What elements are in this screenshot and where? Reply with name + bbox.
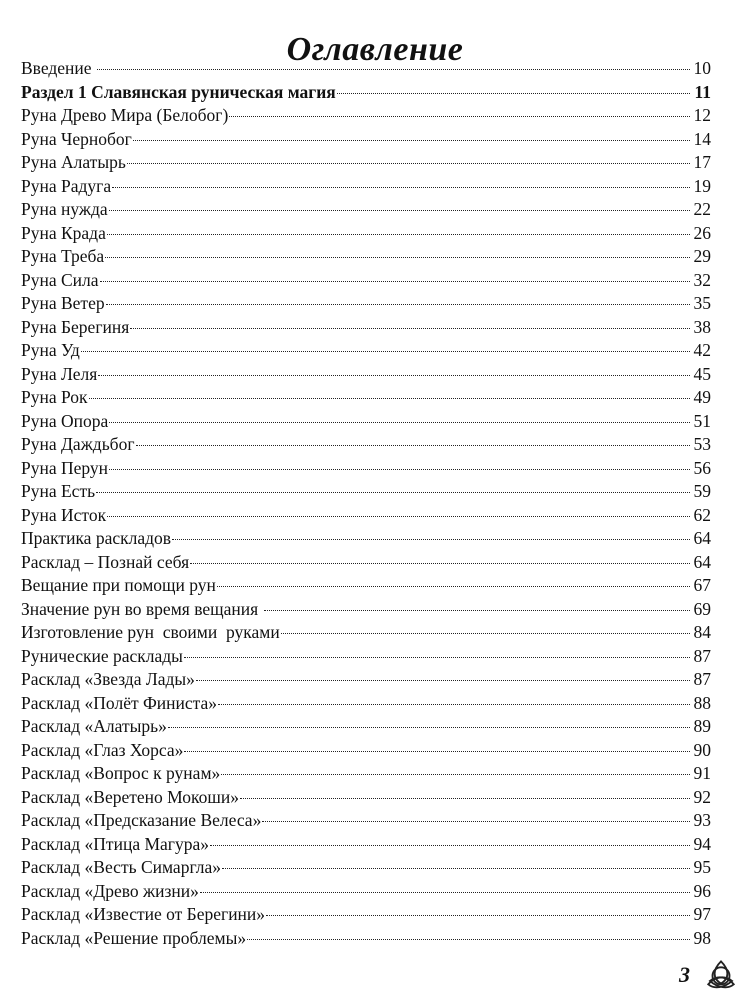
toc-entry-title: Руна Опора bbox=[21, 410, 109, 431]
dot-leader bbox=[112, 187, 690, 188]
toc-entry-title: Вещание при помощи рун bbox=[21, 575, 216, 595]
dot-leader bbox=[210, 845, 690, 846]
toc-entry-page: 26 bbox=[693, 222, 711, 243]
toc-entry-page: 97 bbox=[693, 904, 711, 924]
toc-entry-title: Руна Алатырь bbox=[21, 152, 126, 172]
toc-entry bbox=[21, 833, 711, 857]
toc-entry-title: Расклад «Звезда Лады» bbox=[21, 669, 195, 689]
toc-entry bbox=[21, 386, 711, 410]
toc-entry bbox=[21, 128, 711, 152]
toc-entry bbox=[21, 198, 711, 222]
toc-entry bbox=[21, 668, 711, 692]
toc-entry-page: 64 bbox=[693, 528, 711, 548]
toc-entry-page: 91 bbox=[693, 763, 711, 783]
toc-entry bbox=[21, 621, 711, 645]
table-of-contents bbox=[21, 57, 711, 950]
toc-entry-page: 98 bbox=[693, 927, 711, 948]
toc-entry bbox=[21, 527, 711, 551]
toc-entry-title: Введение bbox=[21, 58, 96, 78]
toc-entry-title: Руна Берегиня bbox=[21, 316, 130, 337]
toc-entry-title: Руна Древо Мира (Белобог) bbox=[21, 105, 229, 125]
toc-entry-title: Руна Есть bbox=[21, 481, 96, 501]
dot-leader bbox=[247, 939, 690, 940]
dot-leader bbox=[262, 821, 690, 822]
toc-entry bbox=[21, 739, 711, 763]
toc-entry-page: 87 bbox=[693, 645, 711, 666]
toc-entry-title: Расклад «Полёт Финиста» bbox=[21, 692, 218, 713]
dot-leader bbox=[130, 328, 690, 329]
toc-entry-page: 64 bbox=[693, 551, 711, 572]
dot-leader bbox=[89, 398, 690, 399]
toc-entry-page: 67 bbox=[693, 575, 711, 595]
toc-entry-title: Расклад «Глаз Хорса» bbox=[21, 739, 184, 760]
dot-leader bbox=[97, 69, 690, 70]
toc-entry-page: 35 bbox=[693, 293, 711, 313]
dot-leader bbox=[107, 234, 690, 235]
toc-entry-title: Рунические расклады bbox=[21, 645, 183, 666]
dot-leader bbox=[168, 727, 690, 728]
toc-entry-page: 62 bbox=[693, 504, 711, 525]
toc-entry-title: Руна Ветер bbox=[21, 293, 105, 313]
toc-entry bbox=[21, 245, 711, 269]
toc-entry-title: Расклад «Веретено Мокоши» bbox=[21, 786, 239, 807]
toc-entry-page: 29 bbox=[693, 246, 711, 266]
toc-entry-title: Руна Сила bbox=[21, 269, 99, 290]
toc-entry-page: 84 bbox=[693, 622, 711, 642]
dot-leader bbox=[190, 563, 690, 564]
dot-leader bbox=[105, 257, 690, 258]
toc-entry bbox=[21, 339, 711, 363]
toc-entry-page: 92 bbox=[693, 786, 711, 807]
toc-entry bbox=[21, 222, 711, 246]
dot-leader bbox=[264, 610, 690, 611]
dot-leader bbox=[266, 915, 690, 916]
toc-entry-page: 10 bbox=[693, 58, 711, 78]
toc-entry bbox=[21, 151, 711, 175]
toc-entry bbox=[21, 598, 711, 622]
dot-leader bbox=[337, 93, 690, 94]
toc-entry bbox=[21, 645, 711, 669]
toc-entry bbox=[21, 269, 711, 293]
page-title: Оглавление bbox=[286, 30, 464, 68]
toc-entry-page: 14 bbox=[693, 128, 711, 149]
toc-entry-page: 38 bbox=[693, 316, 711, 337]
toc-entry-page: 93 bbox=[693, 810, 711, 830]
dot-leader bbox=[96, 492, 690, 493]
dot-leader bbox=[100, 281, 690, 282]
toc-entry-title: Расклад «Предсказание Велеса» bbox=[21, 810, 262, 830]
dot-leader bbox=[109, 210, 690, 211]
toc-entry bbox=[21, 574, 711, 598]
toc-entry bbox=[21, 692, 711, 716]
dot-leader bbox=[133, 140, 690, 141]
toc-entry bbox=[21, 433, 711, 457]
dot-leader bbox=[136, 445, 690, 446]
toc-entry-page: 69 bbox=[693, 598, 711, 619]
dot-leader bbox=[217, 586, 690, 587]
dot-leader bbox=[218, 704, 690, 705]
toc-entry bbox=[21, 786, 711, 810]
toc-entry-title: Расклад «Птица Магура» bbox=[21, 833, 209, 854]
toc-entry-page: 11 bbox=[694, 81, 711, 102]
toc-entry-page: 49 bbox=[693, 387, 711, 407]
dot-leader bbox=[109, 422, 690, 423]
toc-entry bbox=[21, 292, 711, 316]
toc-entry-title: Руна Перун bbox=[21, 457, 109, 478]
page-number: 3 bbox=[679, 962, 690, 987]
toc-entry-title: Практика раскладов bbox=[21, 528, 172, 548]
toc-entry-title: Руна Чернобог bbox=[21, 128, 132, 149]
toc-entry-page: 87 bbox=[693, 669, 711, 689]
dot-leader bbox=[196, 680, 690, 681]
dot-leader bbox=[221, 774, 690, 775]
toc-entry-title: Расклад «Алатырь» bbox=[21, 716, 167, 736]
toc-entry-title: Расклад «Древо жизни» bbox=[21, 880, 199, 901]
toc-entry-page: 45 bbox=[693, 363, 711, 384]
toc-entry bbox=[21, 57, 711, 81]
toc-entry bbox=[21, 856, 711, 880]
toc-entry-page: 96 bbox=[693, 880, 711, 901]
toc-entry bbox=[21, 715, 711, 739]
toc-entry-title: Руна Крада bbox=[21, 222, 106, 243]
dot-leader bbox=[184, 657, 690, 658]
toc-entry-title: Значение рун во время вещания bbox=[21, 598, 263, 619]
toc-entry bbox=[21, 903, 711, 927]
toc-entry-page: 51 bbox=[693, 410, 711, 431]
toc-entry-page: 59 bbox=[693, 481, 711, 501]
toc-entry-title: Руна Треба bbox=[21, 246, 105, 266]
toc-entry bbox=[21, 457, 711, 481]
toc-entry bbox=[21, 880, 711, 904]
triquetra-knot-icon bbox=[704, 958, 738, 992]
toc-entry bbox=[21, 363, 711, 387]
toc-entry-page: 56 bbox=[693, 457, 711, 478]
dot-leader bbox=[229, 116, 690, 117]
dot-leader bbox=[107, 516, 690, 517]
toc-entry-title: Руна Радуга bbox=[21, 175, 112, 196]
toc-entry bbox=[21, 81, 711, 105]
toc-entry bbox=[21, 504, 711, 528]
toc-entry-title: Расклад «Весть Симаргла» bbox=[21, 857, 221, 877]
toc-entry-page: 19 bbox=[693, 175, 711, 196]
toc-entry-page: 89 bbox=[693, 716, 711, 736]
toc-entry-title: Расклад «Известие от Берегини» bbox=[21, 904, 266, 924]
dot-leader bbox=[98, 375, 690, 376]
dot-leader bbox=[184, 751, 690, 752]
toc-entry-title: Руна нужда bbox=[21, 199, 108, 219]
dot-leader bbox=[109, 469, 690, 470]
toc-entry-title: Расклад «Решение проблемы» bbox=[21, 927, 247, 948]
dot-leader bbox=[281, 633, 690, 634]
dot-leader bbox=[127, 163, 690, 164]
toc-entry-page: 94 bbox=[693, 833, 711, 854]
toc-entry-page: 95 bbox=[693, 857, 711, 877]
toc-entry-title: Руна Даждьбог bbox=[21, 434, 135, 454]
dot-leader bbox=[172, 539, 690, 540]
toc-entry bbox=[21, 551, 711, 575]
toc-entry bbox=[21, 104, 711, 128]
toc-entry-page: 53 bbox=[693, 434, 711, 454]
toc-entry bbox=[21, 809, 711, 833]
toc-entry bbox=[21, 316, 711, 340]
toc-entry-page: 88 bbox=[693, 692, 711, 713]
toc-entry-title: Расклад «Вопрос к рунам» bbox=[21, 763, 221, 783]
toc-entry-page: 42 bbox=[693, 340, 711, 360]
toc-entry-page: 12 bbox=[693, 105, 711, 125]
toc-entry-title: Руна Уд bbox=[21, 340, 80, 360]
toc-entry-title: Изготовление рун своими руками bbox=[21, 622, 280, 642]
toc-entry bbox=[21, 927, 711, 951]
toc-entry-title: Руна Исток bbox=[21, 504, 107, 525]
toc-entry-page: 90 bbox=[693, 739, 711, 760]
dot-leader bbox=[240, 798, 690, 799]
dot-leader bbox=[222, 868, 690, 869]
toc-entry-page: 22 bbox=[693, 199, 711, 219]
dot-leader bbox=[106, 304, 690, 305]
toc-entry-page: 17 bbox=[693, 152, 711, 172]
toc-entry-title: Руна Леля bbox=[21, 363, 98, 384]
dot-leader bbox=[81, 351, 690, 352]
toc-entry bbox=[21, 762, 711, 786]
toc-entry-title: Раздел 1 Славянская руническая магия bbox=[21, 81, 336, 102]
toc-entry-page: 32 bbox=[693, 269, 711, 290]
toc-entry bbox=[21, 480, 711, 504]
dot-leader bbox=[200, 892, 690, 893]
toc-entry-title: Расклад – Познай себя bbox=[21, 551, 190, 572]
toc-entry bbox=[21, 175, 711, 199]
toc-entry bbox=[21, 410, 711, 434]
toc-entry-title: Руна Рок bbox=[21, 387, 88, 407]
